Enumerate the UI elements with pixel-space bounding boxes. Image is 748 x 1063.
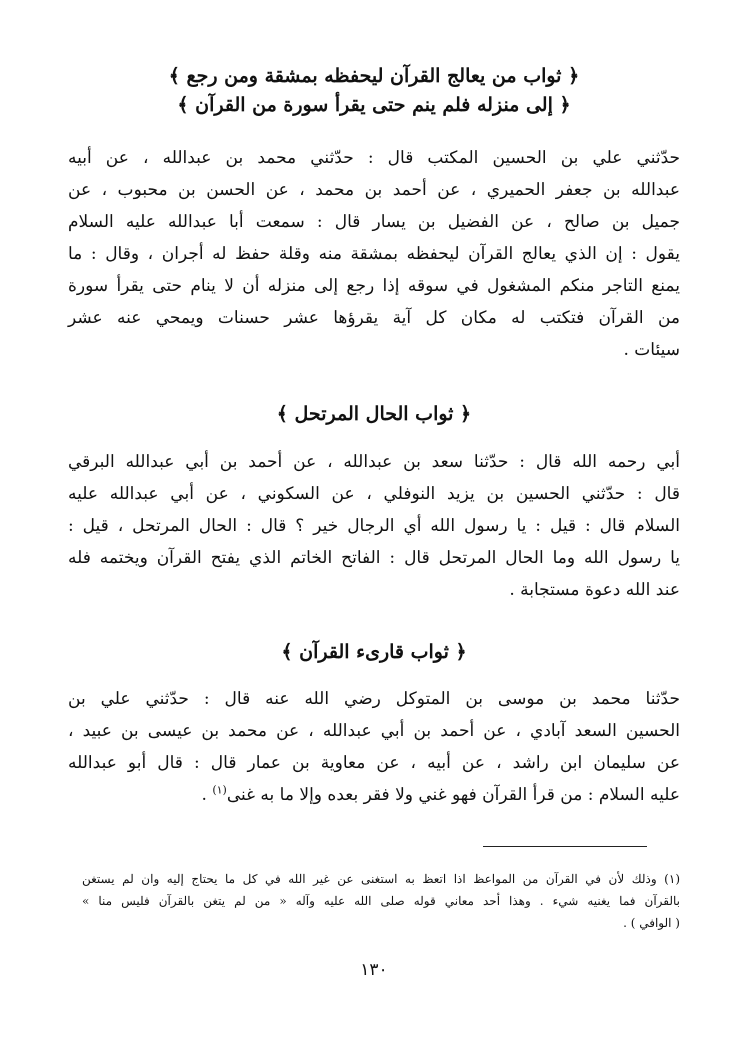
heading-line: ﴿ ثواب الحال المرتحل ﴾	[276, 403, 472, 425]
text-line: يا رسول الله وما الحال المرتحل قال : الفاتح الخاتم الذي يفتح القرآن ويختمه فله	[68, 548, 680, 568]
footnote-marker[interactable]: (١)	[212, 783, 227, 797]
footnote-line: (١) وذلك لأن في القرآن من المواعظ اذا اتعظ به استغنى عن غير الله في كل ما يحتاج إليه وان لم يستغن	[82, 872, 680, 886]
section-heading-memorizing-reward	[60, 62, 688, 119]
end-punctuation: .	[201, 785, 213, 805]
footnote-divider	[483, 846, 647, 847]
footnote-line: بالقرآن فما يغنيه شيء . وهذا أحد معاني قوله صلى الله عليه وآله « من لم يتغن بالقرآن فليس منا »	[82, 894, 680, 908]
text-line-content: عليه السلام : من قرأ القرآن فهو غني ولا فقر بعده وإلا ما به غنى	[226, 785, 680, 805]
footnote	[82, 868, 680, 934]
text-line: يمنع التاجر منكم المشغول في سوقه إذا رجع إلى منزله أن لا ينام حتى يقرأ سورة	[68, 276, 680, 296]
text-line: أبي رحمه الله قال : حدّثنا سعد بن عبدالله ، عن أحمد بن أبي عبدالله البرقي	[68, 452, 680, 472]
section-body-reciter-reward	[68, 683, 680, 811]
section-body-memorizing-reward	[68, 142, 680, 366]
text-line: يقول : إن الذي يعالج القرآن ليحفظه بمشقة منه وقلة حفظ له أجران ، وقال : ما	[68, 244, 680, 264]
page-number: ١٣٠	[360, 960, 388, 980]
text-line: عبدالله بن جعفر الحميري ، عن أحمد بن محمد ، عن الحسن بن محبوب ، عن	[68, 180, 680, 200]
text-line: قال : حدّثني الحسين بن يزيد النوفلي ، عن السكوني ، عن أبي عبدالله عليه	[68, 484, 680, 504]
text-line: من القرآن فتكتب له مكان كل آية يقرؤها عشر حسنات ويمحي عنه عشر	[68, 308, 680, 328]
heading-line: ﴿ ثواب من يعالج القرآن ليحفظه بمشقة ومن رجع ﴾	[168, 65, 580, 87]
section-heading-reciter-reward	[60, 638, 688, 667]
text-line: السلام قال : قيل : يا رسول الله أي الرجال خير ؟ قال : الحال المرتحل ، قيل :	[68, 516, 680, 536]
footnote-line: ( الوافي ) .	[623, 916, 680, 930]
text-line: حدّثني علي بن الحسين المكتب قال : حدّثني محمد بن عبدالله ، عن أبيه	[68, 148, 680, 168]
text-line: سيئات .	[623, 340, 680, 360]
text-line	[68, 779, 680, 811]
heading-line: ﴿ إلى منزله فلم ينم حتى يقرأ سورة من القرآن ﴾	[177, 93, 571, 116]
text-line: جميل بن صالح ، عن الفضيل بن يسار قال : سمعت أبا عبدالله عليه السلام	[68, 212, 680, 232]
text-line: عند الله دعوة مستجابة .	[509, 580, 680, 600]
heading-line: ﴿ ثواب قارىء القرآن ﴾	[281, 641, 467, 663]
text-line: عن سليمان ابن راشد ، عن أبيه ، عن معاوية بن عمار قال : قال أبو عبدالله	[68, 753, 680, 773]
section-body-traveler-reward	[68, 446, 680, 606]
text-line: الحسين السعد آبادي ، عن أحمد بن أبي عبدالله ، عن محمد بن عيسى بن عبيد ،	[68, 721, 680, 741]
section-heading-traveler-reward	[60, 400, 688, 429]
text-line: حدّثنا محمد بن موسى بن المتوكل رضي الله عنه قال : حدّثني علي بن	[68, 689, 680, 709]
